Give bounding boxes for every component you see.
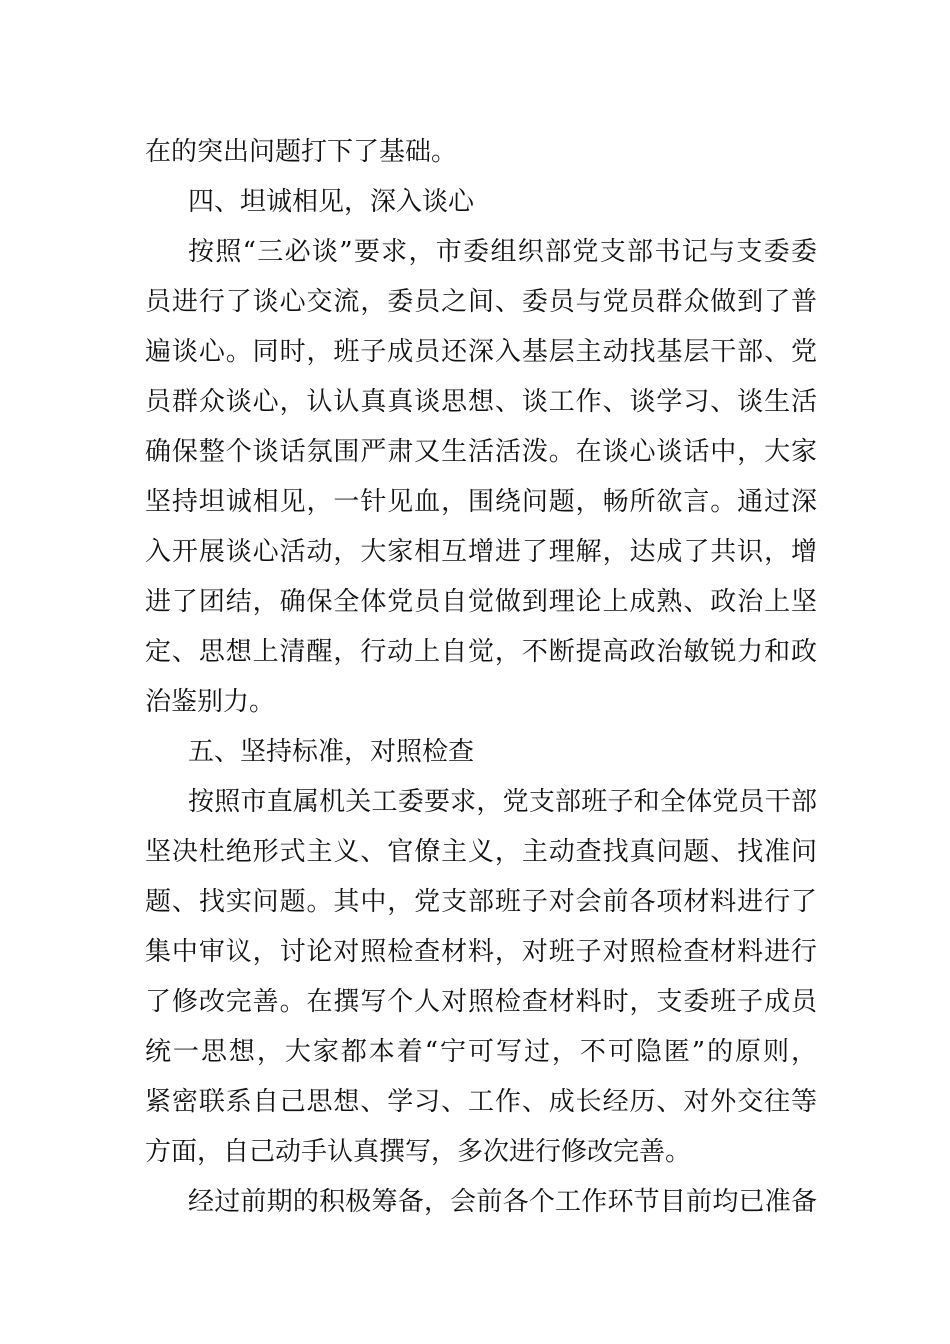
text-line: 员群众谈心，认认真真谈思想、谈工作、谈学习、谈生活 (145, 387, 817, 417)
text-line: 方面，自己动手认真撰写，多次进行修改完善。 (145, 1137, 692, 1167)
text-line: 进了团结，确保全体党员自觉做到理论上成熟、政治上坚 (145, 587, 817, 617)
text-line: 入开展谈心活动，大家相互增进了理解，达成了共识，增 (145, 537, 817, 567)
text-line: 坚决杜绝形式主义、官僚主义，主动查找真问题、找准问 (145, 837, 817, 867)
section-heading: 五、坚持标准，对照检查 (188, 737, 475, 767)
text-line: 题、找实问题。其中，党支部班子对会前各项材料进行了 (145, 887, 817, 917)
text-line: 经过前期的积极筹备，会前各个工作环节目前均已准备 (188, 1187, 817, 1217)
text-line: 定、思想上清醒，行动上自觉，不断提高政治敏锐力和政 (145, 637, 817, 667)
text-line: 确保整个谈话氛围严肃又生活活泼。在谈心谈话中，大家 (145, 437, 817, 467)
text-line: 在的突出问题打下了基础。 (145, 137, 458, 167)
text-line: 遍谈心。同时，班子成员还深入基层主动找基层干部、党 (145, 337, 817, 367)
text-line: 按照“三必谈”要求，市委组织部党支部书记与支委委 (188, 237, 817, 267)
text-line: 员进行了谈心交流，委员之间、委员与党员群众做到了普 (145, 287, 817, 317)
text-line: 坚持坦诚相见，一针见血，围绕问题，畅所欲言。通过深 (145, 487, 817, 517)
text-line: 统一思想，大家都本着“宁可写过，不可隐匿”的原则， (145, 1037, 817, 1067)
text-line: 集中审议，讨论对照检查材料，对班子对照检查材料进行 (145, 937, 817, 967)
text-line: 紧密联系自己思想、学习、工作、成长经历、对外交往等 (145, 1087, 817, 1117)
text-line: 治鉴别力。 (145, 687, 276, 717)
text-line: 按照市直属机关工委要求，党支部班子和全体党员干部 (188, 787, 817, 817)
section-heading: 四、坦诚相见，深入谈心 (188, 187, 475, 217)
text-line: 了修改完善。在撰写个人对照检查材料时，支委班子成员 (145, 987, 817, 1017)
